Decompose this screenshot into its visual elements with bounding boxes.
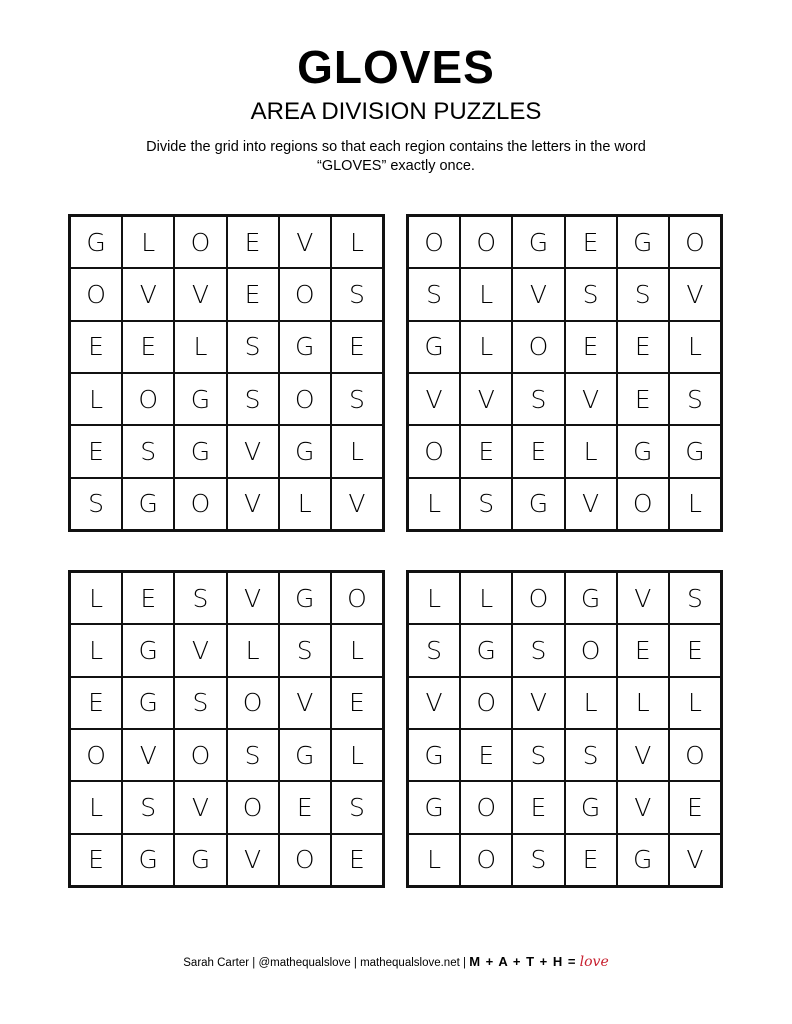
grid-cell: S bbox=[227, 373, 279, 425]
grid-cell: S bbox=[331, 373, 383, 425]
grid-cell: E bbox=[460, 425, 512, 477]
grid-cell: L bbox=[70, 781, 122, 833]
grid-cell: L bbox=[227, 624, 279, 676]
grid-cell: E bbox=[331, 321, 383, 373]
grid-cell: S bbox=[408, 624, 460, 676]
grid-cell: V bbox=[279, 216, 331, 268]
grid-cell: L bbox=[331, 729, 383, 781]
grid-cell: G bbox=[669, 425, 721, 477]
grid-cell: O bbox=[460, 216, 512, 268]
grid-cell: O bbox=[460, 834, 512, 886]
grid-cell: E bbox=[617, 624, 669, 676]
grid-cell: V bbox=[512, 677, 564, 729]
grid-cell: O bbox=[460, 781, 512, 833]
puzzle-grid-1 bbox=[68, 214, 385, 532]
grid-cell: S bbox=[174, 572, 226, 624]
page-title: GLOVES bbox=[297, 41, 495, 93]
grid-cell: S bbox=[460, 478, 512, 530]
grid-cell: L bbox=[408, 572, 460, 624]
grid-cell: G bbox=[565, 781, 617, 833]
grid-cell: O bbox=[512, 572, 564, 624]
grid-cell: G bbox=[617, 834, 669, 886]
grid-cell: O bbox=[565, 624, 617, 676]
grid-cell: L bbox=[565, 425, 617, 477]
grid-cell: S bbox=[70, 478, 122, 530]
grid-cell: L bbox=[70, 572, 122, 624]
grid-cell: E bbox=[565, 216, 617, 268]
grid-cell: S bbox=[279, 624, 331, 676]
grid-cell: O bbox=[460, 677, 512, 729]
grid-cell: O bbox=[122, 373, 174, 425]
grid-cell: O bbox=[617, 478, 669, 530]
grid-cell: O bbox=[279, 834, 331, 886]
grid-cell: S bbox=[512, 624, 564, 676]
grid-cell: S bbox=[227, 729, 279, 781]
grid-cell: G bbox=[408, 781, 460, 833]
grid-cell: V bbox=[279, 677, 331, 729]
grid-cell: O bbox=[70, 268, 122, 320]
grid-cell: V bbox=[331, 478, 383, 530]
grid-cell: G bbox=[408, 321, 460, 373]
grid-cell: L bbox=[70, 624, 122, 676]
grid-cell: E bbox=[279, 781, 331, 833]
grid-cell: G bbox=[122, 624, 174, 676]
grid-cell: G bbox=[460, 624, 512, 676]
grid-cell: L bbox=[408, 834, 460, 886]
grid-cell: O bbox=[174, 216, 226, 268]
grid-cell: V bbox=[512, 268, 564, 320]
grid-cell: E bbox=[617, 321, 669, 373]
grid-cell: E bbox=[669, 781, 721, 833]
grid-cell: V bbox=[669, 834, 721, 886]
grid-cell: O bbox=[669, 216, 721, 268]
grid-cell: G bbox=[174, 373, 226, 425]
grid-cell: O bbox=[174, 729, 226, 781]
grid-cell: G bbox=[617, 425, 669, 477]
grid-cell: L bbox=[331, 216, 383, 268]
grid-cell: L bbox=[331, 425, 383, 477]
puzzle-grid-2 bbox=[406, 214, 723, 532]
grid-cell: O bbox=[408, 425, 460, 477]
grid-cell: E bbox=[512, 425, 564, 477]
grid-cell: E bbox=[122, 321, 174, 373]
grid-cell: S bbox=[617, 268, 669, 320]
footer bbox=[0, 954, 792, 970]
grid-cell: L bbox=[331, 624, 383, 676]
grid-cell: G bbox=[279, 321, 331, 373]
grid-cell: G bbox=[122, 478, 174, 530]
grid-cell: V bbox=[565, 373, 617, 425]
grid-cell: O bbox=[174, 478, 226, 530]
grid-cell: G bbox=[174, 834, 226, 886]
grid-cell: S bbox=[669, 572, 721, 624]
puzzle-grid-3 bbox=[68, 570, 385, 888]
grid-cell: L bbox=[669, 677, 721, 729]
grid-cell: E bbox=[70, 834, 122, 886]
grid-cell: G bbox=[408, 729, 460, 781]
grid-cell: V bbox=[460, 373, 512, 425]
grid-cell: V bbox=[617, 781, 669, 833]
grid-cell: V bbox=[227, 425, 279, 477]
grid-cell: G bbox=[279, 572, 331, 624]
grid-cell: L bbox=[460, 268, 512, 320]
grid-cell: O bbox=[669, 729, 721, 781]
grid-cell: G bbox=[565, 572, 617, 624]
footer-logo-love: love bbox=[579, 954, 609, 970]
grid-cell: O bbox=[408, 216, 460, 268]
grid-cell: E bbox=[331, 834, 383, 886]
grid-cell: L bbox=[174, 321, 226, 373]
grid-cell: G bbox=[617, 216, 669, 268]
grid-cell: S bbox=[565, 729, 617, 781]
grid-cell: S bbox=[331, 781, 383, 833]
grid-cell: O bbox=[512, 321, 564, 373]
grid-cell: V bbox=[408, 677, 460, 729]
grid-cell: E bbox=[512, 781, 564, 833]
grid-cell: V bbox=[227, 572, 279, 624]
grid-cell: E bbox=[70, 677, 122, 729]
grid-cell: E bbox=[617, 373, 669, 425]
grid-cell: O bbox=[227, 677, 279, 729]
footer-credits: Sarah Carter | @mathequalslove | mathequalslove.net | bbox=[183, 957, 466, 969]
footer-logo-text: M + A + T + H = bbox=[469, 954, 577, 969]
grid-cell: O bbox=[227, 781, 279, 833]
grid-cell: E bbox=[331, 677, 383, 729]
grid-cell: G bbox=[512, 478, 564, 530]
grid-cell: V bbox=[174, 624, 226, 676]
grid-cell: V bbox=[174, 268, 226, 320]
grid-cell: O bbox=[279, 373, 331, 425]
grid-cell: V bbox=[227, 834, 279, 886]
grid-cell: S bbox=[227, 321, 279, 373]
grid-cell: E bbox=[227, 216, 279, 268]
grid-cell: V bbox=[122, 268, 174, 320]
grid-cell: E bbox=[565, 321, 617, 373]
grid-cell: E bbox=[122, 572, 174, 624]
grid-cell: V bbox=[565, 478, 617, 530]
grid-cell: L bbox=[279, 478, 331, 530]
page-subtitle: AREA DIVISION PUZZLES bbox=[250, 98, 542, 125]
grid-cell: E bbox=[669, 624, 721, 676]
grid-cell: V bbox=[669, 268, 721, 320]
grid-cell: S bbox=[122, 425, 174, 477]
grid-cell: L bbox=[408, 478, 460, 530]
grid-cell: E bbox=[460, 729, 512, 781]
grid-cell: L bbox=[460, 572, 512, 624]
grid-cell: O bbox=[331, 572, 383, 624]
grid-cell: S bbox=[331, 268, 383, 320]
grid-cell: G bbox=[174, 425, 226, 477]
instructions: Divide the grid into regions so that each region contains the letters in the word “GLOVES” exactly once. bbox=[146, 139, 646, 174]
grid-cell: O bbox=[279, 268, 331, 320]
grid-cell: G bbox=[122, 834, 174, 886]
grid-cell: V bbox=[174, 781, 226, 833]
grid-cell: L bbox=[669, 478, 721, 530]
grid-cell: O bbox=[70, 729, 122, 781]
grid-cell: S bbox=[669, 373, 721, 425]
grid-cell: L bbox=[617, 677, 669, 729]
grid-cell: E bbox=[565, 834, 617, 886]
grid-cell: V bbox=[617, 729, 669, 781]
grid-cell: G bbox=[279, 425, 331, 477]
grid-cell: L bbox=[565, 677, 617, 729]
grid-cell: V bbox=[617, 572, 669, 624]
grid-cell: E bbox=[70, 321, 122, 373]
grid-cell: V bbox=[408, 373, 460, 425]
grid-cell: S bbox=[512, 834, 564, 886]
grid-cell: L bbox=[70, 373, 122, 425]
grid-cell: S bbox=[512, 729, 564, 781]
puzzle-grid-4 bbox=[406, 570, 723, 888]
grid-cell: L bbox=[460, 321, 512, 373]
grid-cell: S bbox=[565, 268, 617, 320]
grid-cell: S bbox=[512, 373, 564, 425]
grid-cell: V bbox=[227, 478, 279, 530]
grid-cell: S bbox=[122, 781, 174, 833]
grid-cell: G bbox=[279, 729, 331, 781]
grid-cell: V bbox=[122, 729, 174, 781]
grid-cell: E bbox=[70, 425, 122, 477]
grid-cell: G bbox=[122, 677, 174, 729]
grid-cell: G bbox=[70, 216, 122, 268]
grid-cell: E bbox=[227, 268, 279, 320]
grid-cell: L bbox=[669, 321, 721, 373]
grid-cell: L bbox=[122, 216, 174, 268]
grid-cell: G bbox=[512, 216, 564, 268]
grid-cell: S bbox=[174, 677, 226, 729]
grid-cell: S bbox=[408, 268, 460, 320]
